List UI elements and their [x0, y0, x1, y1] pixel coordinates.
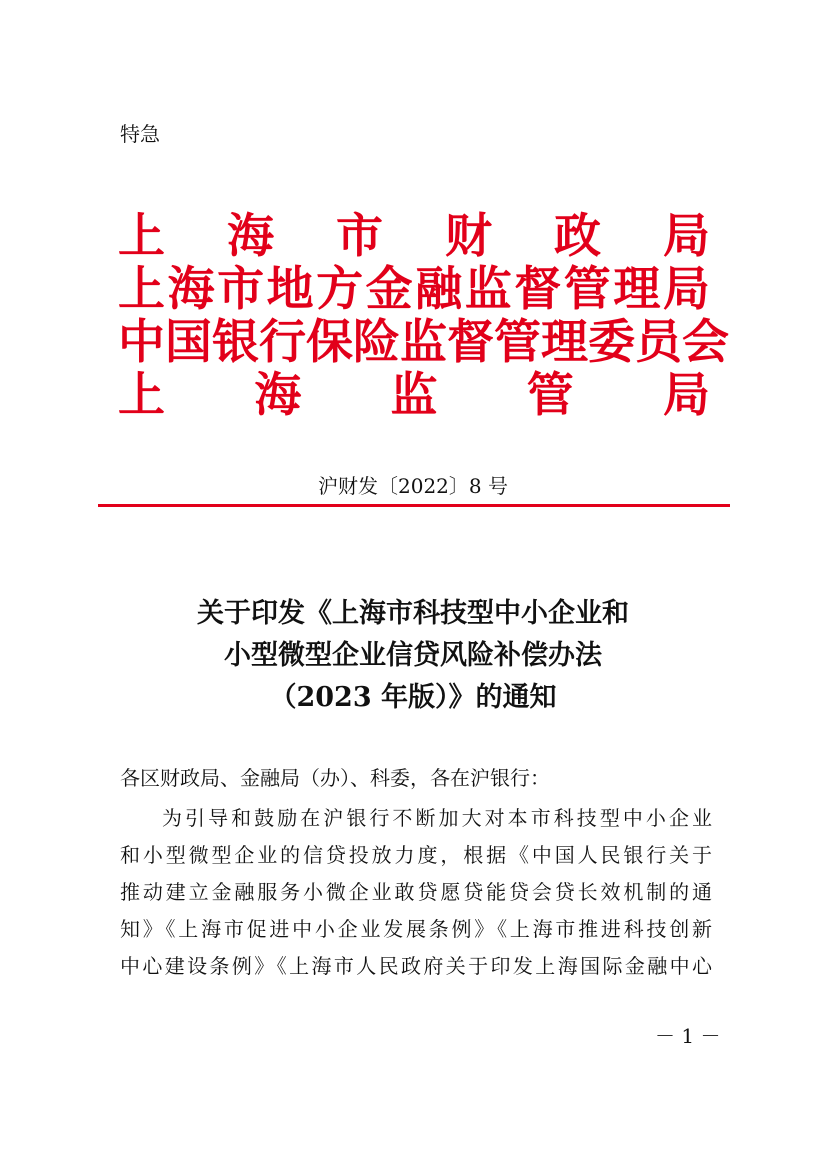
red-divider-line [98, 504, 730, 507]
issuer-char: 金 [365, 262, 413, 317]
issuer-char: 理 [541, 315, 588, 370]
document-number: 沪财发〔2022〕8 号 [318, 474, 508, 498]
issuer-char: 市 [336, 209, 383, 264]
issuer-line-shanghai-office [118, 369, 710, 422]
issuer-char: 海 [227, 209, 274, 264]
issuer-char: 中 [118, 315, 165, 370]
issuer-char: 上 [118, 368, 165, 423]
body-paragraph [120, 800, 712, 985]
body-line: 和小型微型企业的信贷投放力度，根据《中国人民银行关于 [120, 843, 712, 867]
issuer-char: 财 [445, 209, 492, 264]
issuer-char: 海 [254, 368, 302, 423]
body-line: 知》《上海市促进中小企业发展条例》《上海市推进科技创新 [120, 917, 712, 941]
issuer-char: 督 [447, 315, 494, 370]
issuer-char: 险 [353, 315, 400, 370]
issuer-char: 监 [390, 368, 438, 423]
issuer-char: 政 [554, 209, 601, 264]
issuer-char: 理 [613, 262, 661, 317]
urgency-label: 特急 [120, 122, 160, 146]
salutation: 各区财政局、金融局（办）、科委，各在沪银行： [120, 766, 550, 790]
title-line: 关于印发《上海市科技型中小企业和 [197, 598, 629, 629]
issuer-char: 地 [266, 262, 314, 317]
issuer-line-financial-regulatory-bureau [118, 263, 710, 316]
page-number: － 1 － [655, 1024, 721, 1048]
title-line: 小型微型企业信贷风险补偿办法 [224, 640, 602, 671]
issuer-char: 融 [415, 262, 463, 317]
body-line: 推动建立金融服务小微企业敢贷愿贷能贷会贷长效机制的通 [120, 880, 712, 904]
issuer-line-cbirc [118, 315, 729, 370]
issuer-char: 督 [514, 262, 562, 317]
issuer-char: 海 [167, 262, 215, 317]
document-title [0, 593, 826, 719]
issuer-char: 监 [400, 315, 447, 370]
issuer-char: 员 [635, 315, 682, 370]
issuer-char: 管 [526, 368, 574, 423]
title-line: （2023 年版）》的通知 [269, 682, 557, 713]
issuer-char: 方 [316, 262, 364, 317]
issuer-char: 局 [662, 262, 710, 317]
issuer-line-finance-bureau [118, 210, 710, 263]
issuer-char: 局 [663, 368, 710, 423]
issuer-char: 行 [259, 315, 306, 370]
issuer-char: 监 [464, 262, 512, 317]
issuer-char: 管 [563, 262, 611, 317]
issuer-char: 银 [212, 315, 259, 370]
body-line: 中心建设条例》《上海市人民政府关于印发上海国际金融中心 [120, 954, 712, 978]
issuer-block [118, 209, 729, 423]
issuer-char: 保 [306, 315, 353, 370]
issuer-char: 管 [494, 315, 541, 370]
body-line: 为引导和鼓励在沪银行不断加大对本市科技型中小企业 [162, 806, 712, 830]
issuer-char: 上 [118, 262, 165, 317]
issuer-char: 上 [118, 209, 165, 264]
issuer-char: 市 [217, 262, 265, 317]
issuer-char: 委 [588, 315, 635, 370]
issuer-char: 国 [165, 315, 212, 370]
issuer-char: 局 [663, 209, 710, 264]
issuer-char: 会 [682, 315, 729, 370]
